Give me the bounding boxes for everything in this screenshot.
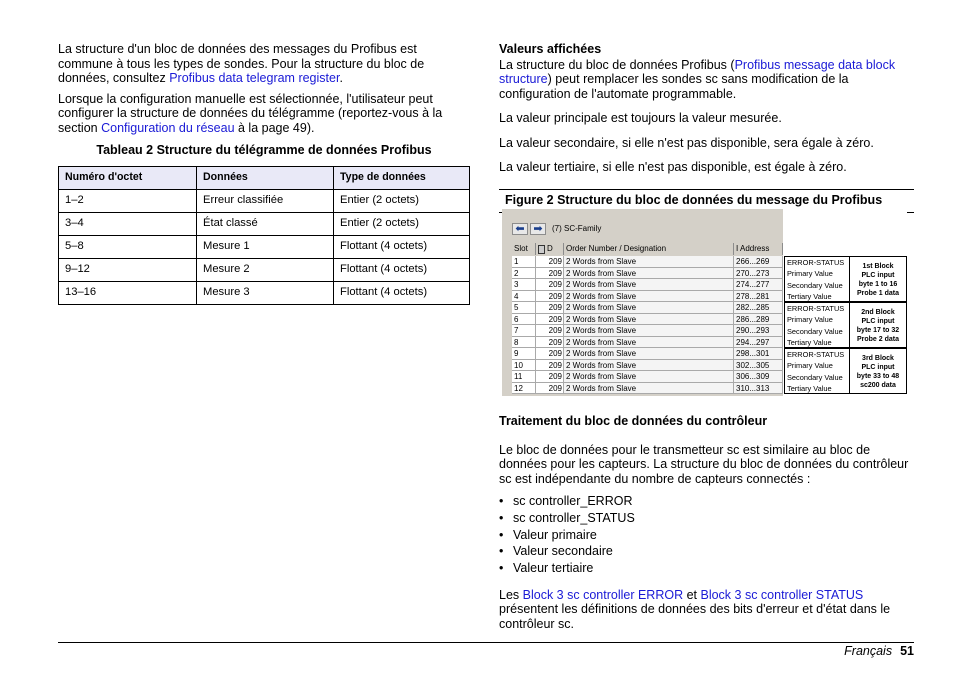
- block-1-annotation: ERROR-STATUS Primary Value Secondary Value Tertiary Value 1st Block PLC input byte 1 to 16 Probe 1 data: [784, 256, 907, 302]
- block-2-annotation: ERROR-STATUS Primary Value Secondary Value Tertiary Value 2nd Block PLC input byte 17 to 32 Probe 2 data: [784, 302, 907, 348]
- configuration-reseau-link[interactable]: Configuration du réseau: [101, 120, 235, 135]
- table-row: 1–2 Erreur classifiée Entier (2 octets): [59, 189, 470, 212]
- table-header-row: [59, 166, 470, 189]
- profibus-message-block-link[interactable]: Profibus message data block structure: [499, 57, 896, 86]
- grid-row[interactable]: 9 209 2 Words from Slave 298...301: [512, 348, 783, 360]
- col-slot: Slot: [512, 243, 536, 255]
- footer-divider: [58, 642, 914, 643]
- col-i-address: I Address: [734, 243, 783, 255]
- table-row: 13–16 Mesure 3 Flottant (4 octets): [59, 281, 470, 304]
- left-column: [58, 42, 470, 305]
- toolbar-label: (7) SC-Family: [552, 223, 602, 233]
- list-item: • sc controller_ERROR: [499, 494, 914, 511]
- heading-traitement: Traitement du bloc de données du contrôleur: [499, 414, 768, 428]
- heading-valeurs-affichees: Valeurs affichées: [499, 42, 602, 56]
- table-row: 9–12 Mesure 2 Flottant (4 octets): [59, 258, 470, 281]
- figure-toolbar: [512, 222, 601, 236]
- block3-status-link[interactable]: Block 3 sc controller STATUS: [700, 587, 864, 602]
- grid-row[interactable]: 11 209 2 Words from Slave 306...309: [512, 371, 783, 383]
- grid-row[interactable]: 5 209 2 Words from Slave 282...285: [512, 302, 783, 314]
- profibus-data-telegram-link[interactable]: Profibus data telegram register: [169, 71, 340, 85]
- block-3-box: 3rd Block PLC input byte 33 to 48 sc200 data: [849, 349, 906, 393]
- grid-row[interactable]: 7 209 2 Words from Slave 290...293: [512, 325, 783, 337]
- telegram-structure-table: [58, 166, 470, 305]
- block-1-box: 1st Block PLC input byte 1 to 16 Probe 1 data: [849, 257, 906, 301]
- back-arrow-icon[interactable]: ⬅: [512, 223, 528, 235]
- grid-row[interactable]: 6 209 2 Words from Slave 286...289: [512, 314, 783, 326]
- table-row: 5–8 Mesure 1 Flottant (4 octets): [59, 235, 470, 258]
- figure-title: Figure 2 Structure du bloc de données du message du Profibus: [499, 189, 914, 214]
- page-footer: [844, 644, 914, 659]
- block-3-annotation: ERROR-STATUS Primary Value Secondary Value Tertiary Value 3rd Block PLC input byte 33 to 48 sc200 data: [784, 348, 907, 394]
- header-data: Données: [197, 166, 334, 189]
- grid-row[interactable]: 8 209 2 Words from Slave 294...297: [512, 337, 783, 349]
- list-item: • Valeur primaire: [499, 528, 914, 545]
- slot-grid: [512, 256, 783, 394]
- header-data-type: Type de données: [334, 166, 470, 189]
- config-paragraph: Lorsque la configuration manuelle est sélectionnée, l'utilisateur peut configurer la structure de données du télégramme (reportez-vous à la section Configuration du réseau à la page 49).: [58, 91, 443, 135]
- list-item: • Valeur secondaire: [499, 544, 914, 561]
- grid-row[interactable]: 2 209 2 Words from Slave 270...273: [512, 268, 783, 280]
- block3-paragraph: Les Block 3 sc controller ERROR et Block 3 sc controller STATUS présentent les définitions de données des bits d'erreur et d'état dans le contrôleur sc.: [499, 587, 891, 631]
- table-row: 3–4 État classé Entier (2 octets): [59, 212, 470, 235]
- grid-row[interactable]: 4 209 2 Words from Slave 278...281: [512, 291, 783, 303]
- forward-arrow-icon[interactable]: ➡: [530, 223, 546, 235]
- module-icon: [538, 245, 545, 254]
- block-2-box: 2nd Block PLC input byte 17 to 32 Probe 2 data: [849, 303, 906, 347]
- list-item: • Valeur tertiaire: [499, 561, 914, 578]
- intro-paragraph: La structure d'un bloc de données des messages du Profibus est commune à tous les types de sondes. Pour la structure du bloc de données, consultez Profibus data telegram register.: [58, 42, 425, 85]
- grid-row[interactable]: 3 209 2 Words from Slave 274...277: [512, 279, 783, 291]
- footer-language: Français: [844, 644, 893, 658]
- controller-paragraph: Le bloc de données pour le transmetteur sc est similaire au bloc de données pour les capteurs. La structure du bloc de données du contrôleur sc est indépendante du nombre de capteurs connectés :: [499, 442, 909, 486]
- col-order-number: Order Number / Designation: [564, 243, 734, 255]
- block3-error-link[interactable]: Block 3 sc controller ERROR: [522, 587, 684, 602]
- header-byte-number: Numéro d'octet: [59, 166, 197, 189]
- right-column: [499, 42, 914, 213]
- controller-bullet-list: [499, 494, 914, 578]
- grid-header: [512, 243, 783, 255]
- table-caption: Tableau 2 Structure du télégramme de données Profibus: [96, 143, 432, 157]
- primary-value-paragraph: La valeur principale est toujours la valeur mesurée.: [499, 111, 782, 125]
- col-d: D: [536, 243, 564, 255]
- list-item: • sc controller_STATUS: [499, 511, 914, 528]
- grid-row[interactable]: 10 209 2 Words from Slave 302...305: [512, 360, 783, 372]
- valeurs-paragraph: La structure du bloc de données Profibus (Profibus message data block structure) peut remplacer les sondes sc sans modification de la configuration de l'automate programmable.: [499, 57, 896, 101]
- controller-section: [499, 414, 914, 637]
- secondary-value-paragraph: La valeur secondaire, si elle n'est pas disponible, sera égale à zéro.: [499, 135, 874, 150]
- figure-screenshot: [502, 209, 907, 396]
- tertiary-value-paragraph: La valeur tertiaire, si elle n'est pas disponible, est égale à zéro.: [499, 160, 847, 174]
- grid-row[interactable]: 12 209 2 Words from Slave 310...313: [512, 383, 783, 395]
- hw-config-panel: [502, 209, 783, 396]
- grid-row[interactable]: 1 209 2 Words from Slave 266...269: [512, 256, 783, 268]
- page-number: 51: [900, 644, 914, 658]
